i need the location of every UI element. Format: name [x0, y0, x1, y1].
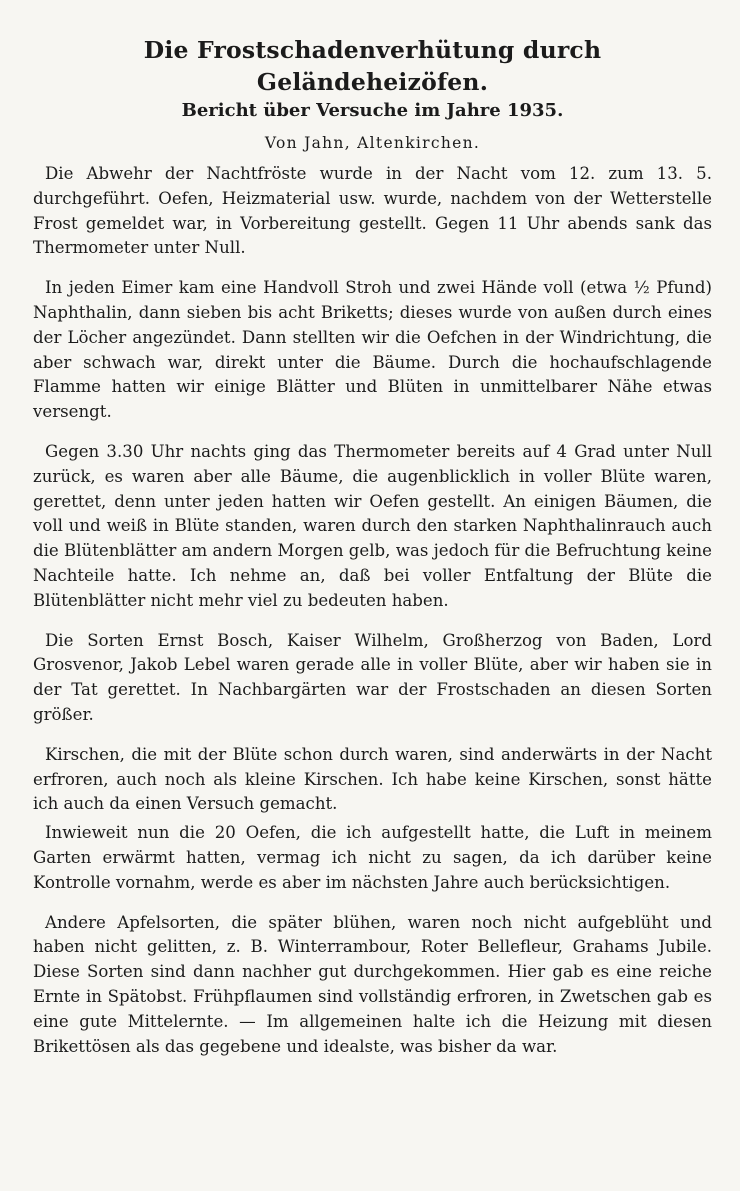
- author-byline: Von Jahn, Altenkirchen.: [264, 134, 481, 152]
- paragraph-bucket-filling: In jeden Eimer kam eine Handvoll Stroh und zwei Hände voll (etwa ½ Pfund) Naphthalin, dann sieben bis acht Briketts; dieses wurde von außen durch eines der Löcher angezündet. Dann stellten wir die Oefchen in der Windrichtung, die aber schwach war, direkt unter die Bäume. Durch die hochaufschlagende Flamme hatten wir einige Blätter und Blüten in unmittelbarer Nähe etwas versengt.: [33, 278, 712, 422]
- paragraph-temperature-result: Gegen 3.30 Uhr nachts ging das Thermometer bereits auf 4 Grad unter Null zurück, es waren aber alle Bäume, die augenblicklich in voller Blüte waren, gerettet, denn unter jeden hatten wir Oefen gestellt. An einigen Bäumen, die voll und weiß in Blüte standen, waren durch den starken Naphthalinrauch auch die Blütenblätter am andern Morgen gelb, was jedoch für die Befruchtung keine Nachteile hatte. Ich nehme an, daß bei voller Entfaltung der Blüte die Blütenblätter nicht mehr viel zu bedeuten haben.: [33, 441, 712, 610]
- paragraph-other-varieties: Andere Apfelsorten, die später blühen, waren noch nicht aufgeblüht und haben nicht gelitten, z. B. Winterrambour, Roter Bellefleur, Grahams Jubile. Diese Sorten sind dann nachher gut durchgekommen. Hier gab es eine reiche Ernte in Spätobst. Frühpflaumen sind vollständig erfroren, in Zwetschen gab es eine gute Mittelernte. — Im allgemeinen halte ich die Heizung mit diesen Brikettösen als das gegebene und idealste, was bisher da war.: [33, 912, 712, 1056]
- document-title: Die Frostschadenverhütung durch Geländeheizöfen.: [143, 36, 602, 96]
- paragraph-air-warming: Inwieweit nun die 20 Oefen, die ich aufgestellt hatte, die Luft in meinem Garten erwärmt hatten, vermag ich nicht zu sagen, da ich darüber keine Kontrolle vornahm, werde es aber im nächsten Jahre auch berücksichtigen.: [33, 823, 712, 892]
- paragraph-varieties: Die Sorten Ernst Bosch, Kaiser Wilhelm, Großherzog von Baden, Lord Grosvenor, Jakob Lebel waren gerade alle in voller Blüte, aber wir haben sie in der Tat gerettet. In Nachbargärten war der Frostschaden an diesen Sorten größer.: [33, 630, 712, 724]
- document-subtitle: Bericht über Versuche im Jahre 1935.: [181, 100, 564, 121]
- paragraph-cherries: Kirschen, die mit der Blüte schon durch waren, sind anderwärts in der Nacht erfroren, auch noch als kleine Kirschen. Ich habe keine Kirschen, sonst hätte ich auch da einen Versuch gemacht.: [33, 744, 712, 814]
- paragraph-frost-defense: Die Abwehr der Nachtfröste wurde in der Nacht vom 12. zum 13. 5. durchgeführt. Oefen, Heizmaterial usw. wurde, nachdem von der Wetterstelle Frost gemeldet war, in Vorbereitung gestellt. Gegen 11 Uhr abends sank das Thermometer unter Null.: [33, 164, 712, 258]
